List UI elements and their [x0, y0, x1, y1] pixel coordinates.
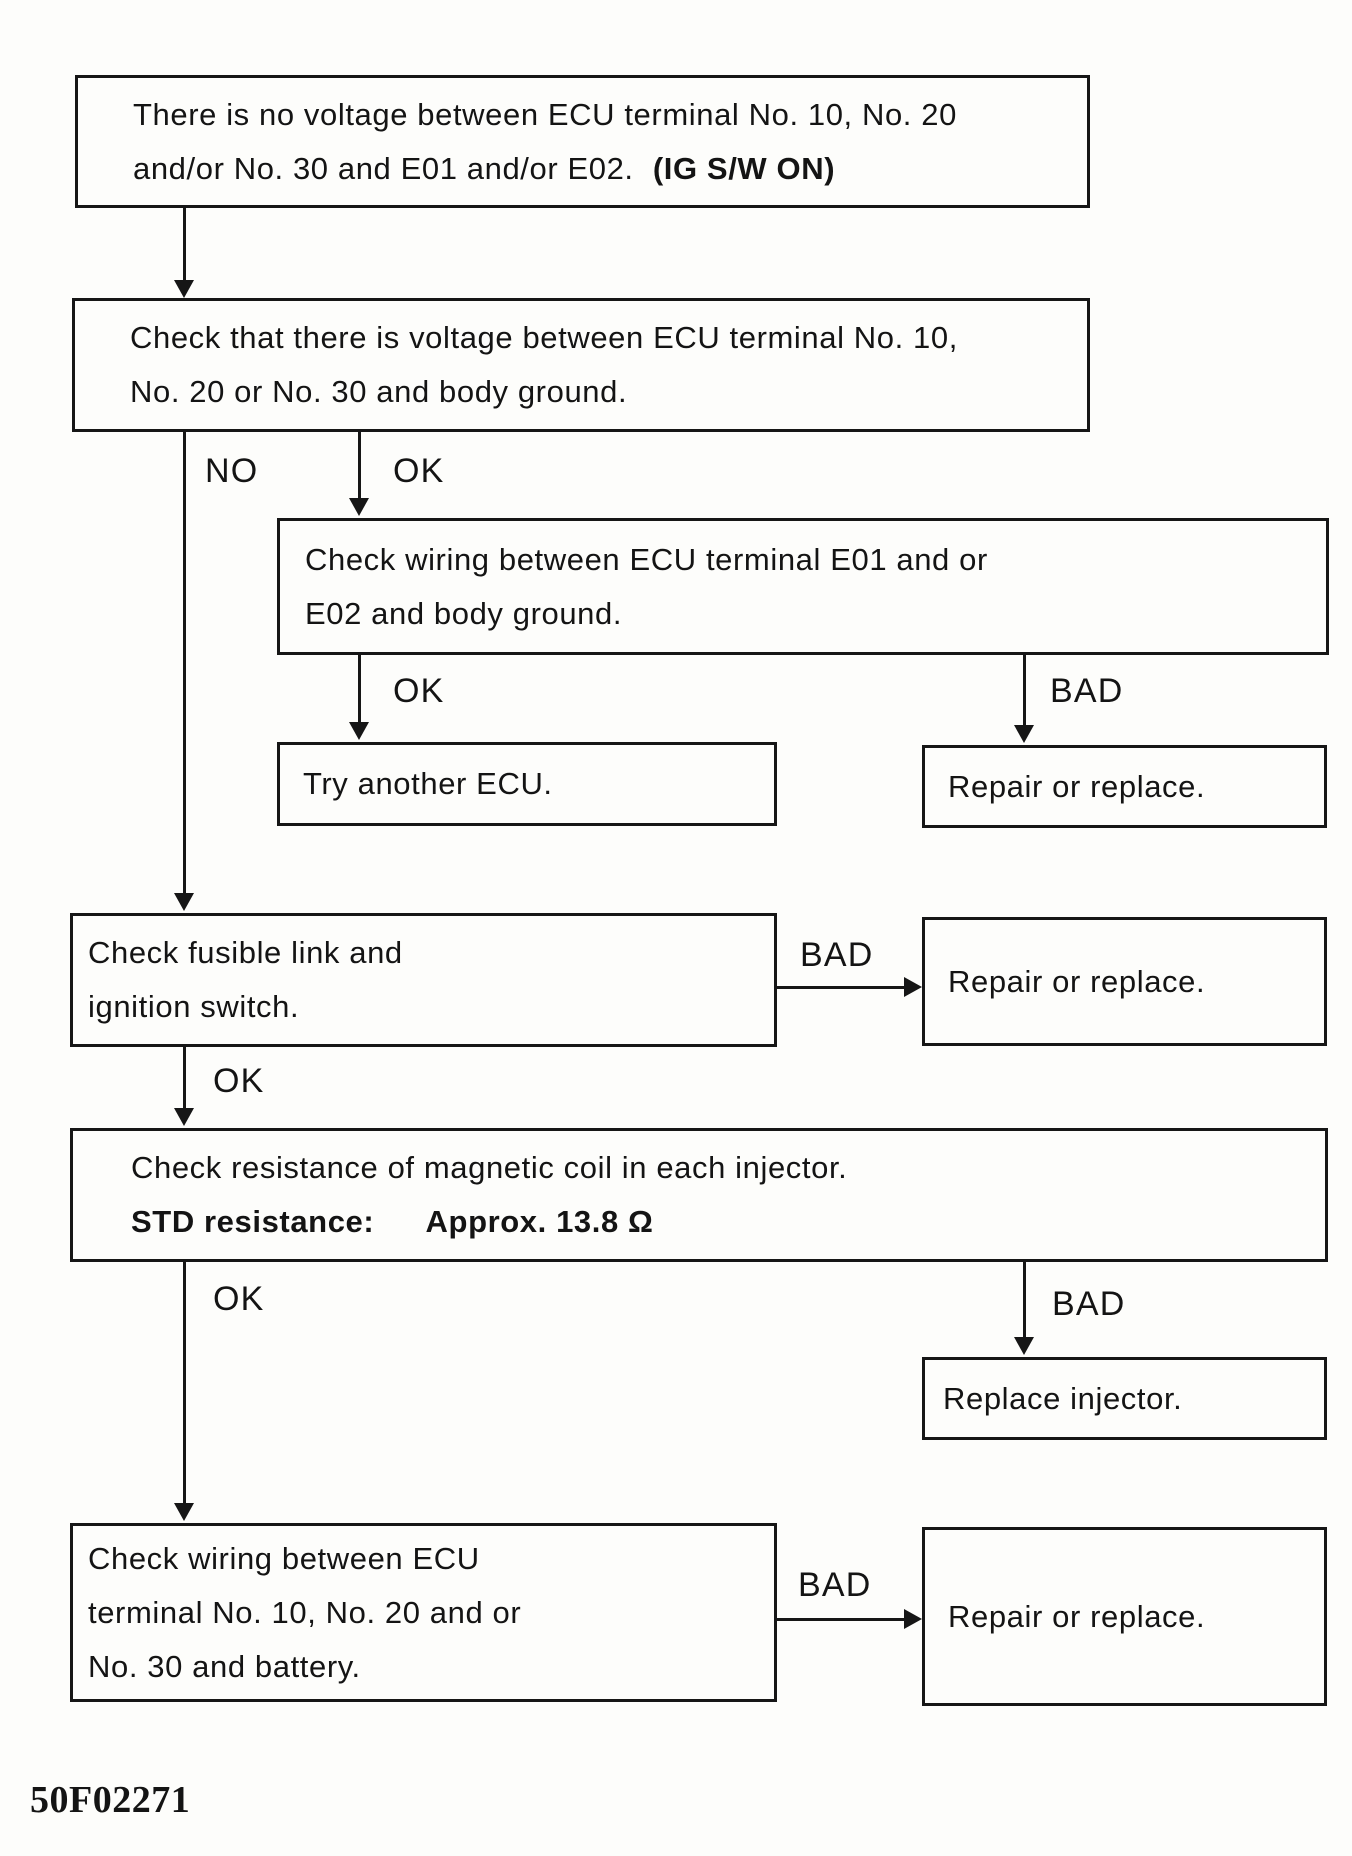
flow-box-no-voltage: [75, 75, 1090, 208]
flow-box-check-voltage: [72, 298, 1090, 432]
flow-box-check-wiring-e01-line1: Check wiring between ECU terminal E01 and or: [305, 541, 988, 577]
flow-box-repair-or-replace-3-text: Repair or replace.: [948, 1598, 1206, 1634]
flow-box-replace-injector: [922, 1357, 1327, 1440]
flow-box-check-voltage-line2: No. 20 or No. 30 and body ground.: [130, 374, 628, 409]
arrow-bad-to-replace-injector-head: [1014, 1337, 1034, 1355]
flow-box-repair-or-replace-1: [922, 745, 1327, 828]
arrow-ok-to-resistance-head: [174, 1108, 194, 1126]
flow-box-repair-or-replace-3: [922, 1527, 1327, 1706]
flow-box-check-resistance-line1: Check resistance of magnetic coil in each injector.: [131, 1150, 848, 1185]
arrow-bad-to-repair2-line: [777, 986, 905, 989]
arrow-bad-to-replace-injector-line: [1023, 1262, 1026, 1339]
flow-box-check-wiring-e01-line2: E02 and body ground.: [305, 595, 623, 631]
arrow-ok-to-resistance-line: [183, 1047, 186, 1110]
flow-box-try-another-ecu-text: Try another ECU.: [303, 766, 553, 801]
branch-label-bad-3: BAD: [1052, 1285, 1126, 1323]
branch-label-ok-4: OK: [213, 1280, 265, 1318]
branch-no-head: [174, 893, 194, 911]
flow-box-check-resistance-std-label: STD resistance:: [131, 1204, 375, 1239]
arrow-start-to-checkvoltage-head: [174, 280, 194, 298]
arrow-bad-to-repair1-head: [1014, 725, 1034, 743]
flow-box-repair-or-replace-2-text: Repair or replace.: [948, 963, 1206, 999]
flow-box-repair-or-replace-1-text: Repair or replace.: [948, 768, 1206, 804]
flow-box-no-voltage-line2-text: and/or No. 30 and E01 and/or E02.: [133, 150, 634, 186]
flow-box-repair-or-replace-2: [922, 917, 1327, 1046]
arrow-ok-to-checkwiring-head: [349, 498, 369, 516]
arrow-ok-to-wiring-battery-head: [174, 1503, 194, 1521]
arrow-ok-to-tryecu-line: [358, 655, 361, 724]
branch-label-ok-1: OK: [393, 452, 445, 490]
arrow-start-to-checkvoltage-line: [183, 208, 186, 282]
arrow-bad-to-repair2-head: [904, 977, 922, 997]
flow-box-check-fusible-link-line2: ignition switch.: [88, 989, 300, 1024]
flow-box-no-voltage-line2: [133, 142, 1087, 196]
flow-box-no-voltage-line1: There is no voltage between ECU terminal No. 10, No. 20: [133, 96, 957, 132]
branch-label-no: NO: [205, 452, 259, 490]
arrow-ok-to-checkwiring-line: [358, 432, 361, 500]
figure-code: 50F02271: [30, 1779, 191, 1821]
flow-box-check-resistance-std-value: Approx. 13.8 Ω: [425, 1204, 654, 1239]
flow-box-check-wiring-battery: [70, 1523, 777, 1702]
flow-box-check-wiring-battery-line1: Check wiring between ECU: [88, 1540, 480, 1576]
flow-box-check-wiring-battery-line2: terminal No. 10, No. 20 and or: [88, 1594, 522, 1630]
branch-label-bad-1: BAD: [1050, 672, 1124, 710]
flow-box-replace-injector-text: Replace injector.: [943, 1380, 1183, 1416]
flow-box-check-wiring-battery-line3: No. 30 and battery.: [88, 1648, 361, 1684]
flow-box-check-wiring-e01: [277, 518, 1329, 655]
branch-no-line: [183, 432, 186, 895]
branch-label-ok-3: OK: [213, 1062, 265, 1100]
flow-box-check-fusible-link-line1: Check fusible link and: [88, 935, 403, 970]
arrow-bad-to-repair3-line: [777, 1618, 905, 1621]
arrow-ok-to-wiring-battery-line: [183, 1262, 186, 1505]
arrow-bad-to-repair1-line: [1023, 655, 1026, 727]
flow-box-check-voltage-line1: Check that there is voltage between ECU terminal No. 10,: [130, 320, 958, 355]
branch-label-bad-2: BAD: [800, 936, 874, 974]
branch-label-bad-4: BAD: [798, 1566, 872, 1604]
flow-box-check-fusible-link: [70, 913, 777, 1047]
flow-box-check-resistance-line2: [131, 1195, 1325, 1249]
flow-box-check-resistance: [70, 1128, 1328, 1262]
branch-label-ok-2: OK: [393, 672, 445, 710]
flow-box-try-another-ecu: [277, 742, 777, 826]
flow-box-no-voltage-line2-bold: (IG S/W ON): [652, 150, 836, 186]
arrow-bad-to-repair3-head: [904, 1609, 922, 1629]
arrow-ok-to-tryecu-head: [349, 722, 369, 740]
